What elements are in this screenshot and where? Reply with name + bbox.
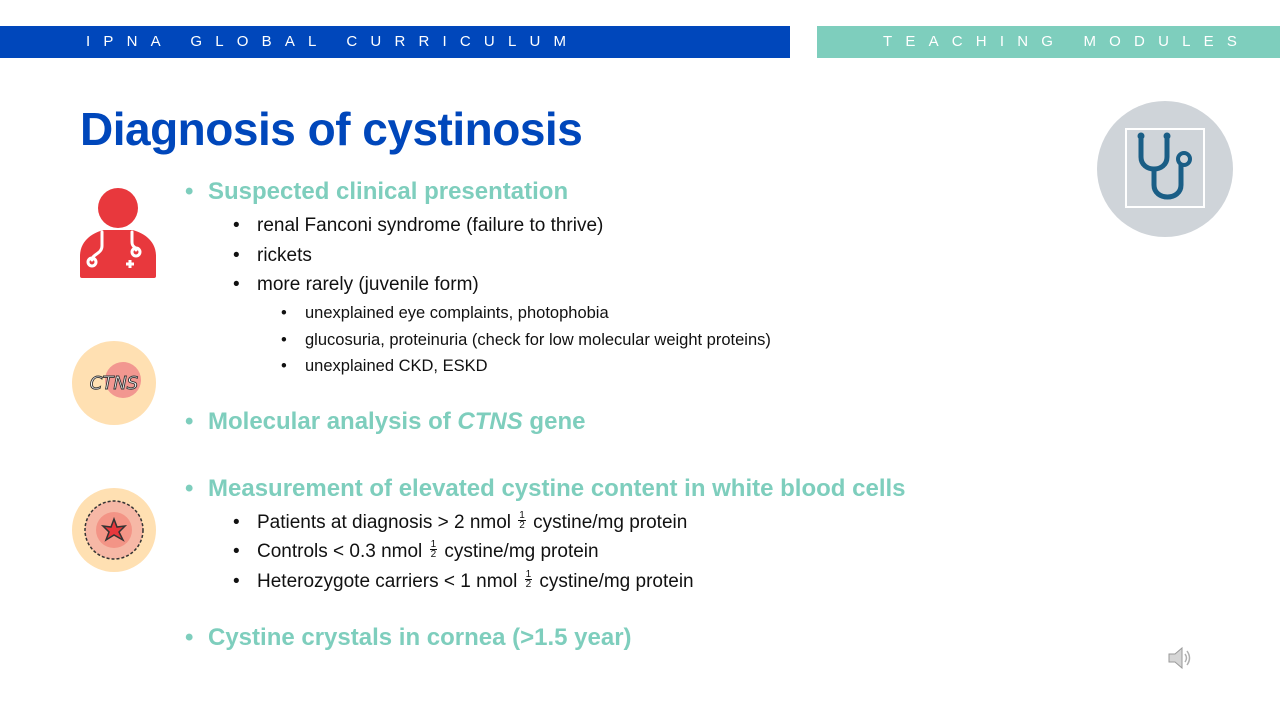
sub-list-item-text: unexplained CKD, ESKD	[305, 357, 488, 375]
speaker-icon[interactable]	[1166, 644, 1194, 672]
bullet: •	[185, 178, 194, 205]
header-modules-label: TEACHING MODULES	[883, 33, 1251, 50]
bullet: •	[233, 512, 240, 533]
list-item-text	[257, 512, 687, 534]
ctns-gene-icon	[71, 340, 157, 426]
bullet: •	[233, 274, 240, 295]
section-heading	[208, 408, 585, 436]
cell-icon	[71, 487, 157, 573]
unit-text: cystine/mg protein	[527, 512, 688, 533]
fraction-denominator: 2	[430, 549, 437, 561]
fraction-denominator: 2	[525, 579, 532, 591]
heading-part: Molecular analysis of	[208, 408, 458, 435]
header-banner-left	[0, 26, 790, 58]
fraction-denominator: 2	[519, 520, 525, 532]
sub-list-item-text: glucosuria, proteinuria (check for low molecular weight proteins)	[305, 331, 771, 349]
header-banner-right	[817, 26, 1280, 58]
list-item-text	[257, 541, 599, 563]
bullet: •	[185, 475, 194, 502]
list-item-text	[257, 571, 694, 593]
value-text: Heterozygote carriers < 1 nmol	[257, 571, 523, 592]
value-text: Patients at diagnosis > 2 nmol	[257, 512, 517, 533]
bullet: •	[233, 245, 240, 266]
header-curriculum-label: IPNA GLOBAL CURRICULUM	[86, 33, 580, 50]
heading-part: gene	[522, 408, 586, 435]
bullet: •	[185, 408, 194, 435]
bullet: •	[233, 215, 240, 236]
section-heading: Cystine crystals in cornea (>1.5 year)	[208, 624, 632, 651]
bullet: •	[233, 571, 240, 592]
fraction-numerator: 1	[519, 510, 525, 522]
ctns-icon-label: CTNS	[89, 373, 139, 394]
bullet: •	[185, 624, 194, 651]
list-item-text: rickets	[257, 245, 312, 266]
value-text: Controls < 0.3 nmol	[257, 541, 428, 562]
unit-text: cystine/mg protein	[534, 571, 694, 592]
section-heading: Measurement of elevated cystine content in white blood cells	[208, 475, 906, 502]
bullet: •	[281, 304, 287, 322]
bullet: •	[281, 331, 287, 349]
section-heading: Suspected clinical presentation	[208, 178, 569, 205]
half-fraction	[518, 511, 526, 530]
stethoscope-icon	[1097, 101, 1233, 237]
half-fraction	[430, 540, 438, 559]
doctor-icon	[72, 184, 162, 284]
gene-name: CTNS	[457, 408, 523, 435]
bullet: •	[233, 541, 240, 562]
list-item-text: renal Fanconi syndrome (failure to thrive)	[257, 215, 604, 236]
fraction-numerator: 1	[525, 569, 532, 581]
bullet: •	[281, 357, 287, 375]
fraction-numerator: 1	[430, 539, 437, 551]
slide-title: Diagnosis of cystinosis	[80, 103, 583, 155]
half-fraction	[525, 570, 533, 589]
stethoscope-badge	[1097, 101, 1233, 237]
unit-text: cystine/mg protein	[439, 541, 599, 562]
sub-list-item-text: unexplained eye complaints, photophobia	[305, 304, 609, 322]
list-item-text: more rarely (juvenile form)	[257, 274, 479, 295]
